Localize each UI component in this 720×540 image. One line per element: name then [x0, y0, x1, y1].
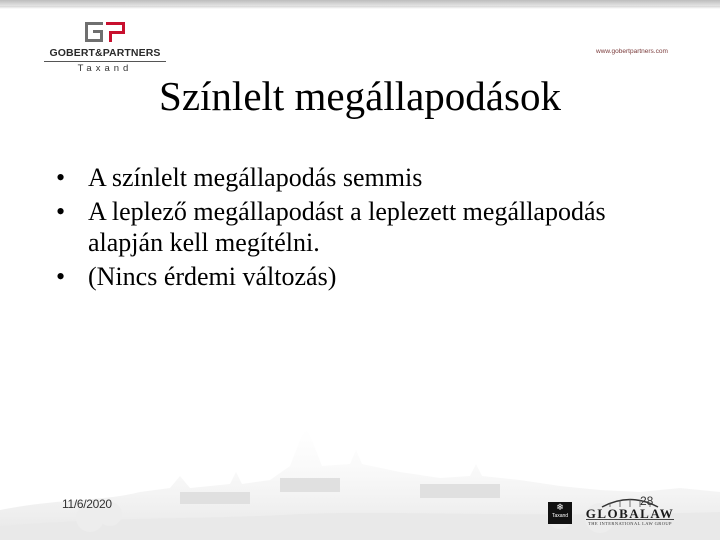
bullet-marker: • — [56, 262, 66, 291]
bullet-marker: • — [56, 163, 66, 192]
slide-title: Színlelt megállapodások — [159, 73, 561, 119]
bullet-marker: • — [56, 197, 66, 226]
snowflake-icon: ❄ — [556, 502, 564, 512]
bullet-item — [54, 261, 674, 292]
logo-company-name: GOBERT&PARTNERS — [49, 47, 161, 59]
gobert-partners-logo — [42, 20, 168, 76]
bullet-text: A leplező megállapodást a leplezett megállapodás alapján kell megítélni. — [88, 197, 606, 257]
bullet-item — [54, 162, 674, 193]
globalaw-tagline: THE INTERNATIONAL LAW GROUP — [586, 519, 674, 526]
taxand-badge-logo — [548, 502, 572, 524]
logo-taxand-text: Taxand — [77, 63, 133, 74]
bullet-text: (Nincs érdemi változás) — [88, 262, 337, 291]
logo-divider — [44, 61, 166, 62]
footer-date: 11/6/2020 — [62, 497, 112, 511]
top-band-shadow — [0, 6, 720, 9]
globalaw-name: GLOBALAW — [585, 506, 675, 521]
globalaw-logo — [584, 496, 676, 526]
website-url: www.gobertpartners.com — [596, 48, 668, 55]
taxand-badge-text: Taxand — [551, 513, 569, 519]
slide-number: 28 — [640, 494, 654, 508]
bullet-text: A színlelt megállapodás semmis — [88, 163, 423, 192]
bullet-list — [54, 162, 674, 295]
bullet-item — [54, 196, 674, 258]
gp-logo-mark-icon — [82, 20, 128, 44]
